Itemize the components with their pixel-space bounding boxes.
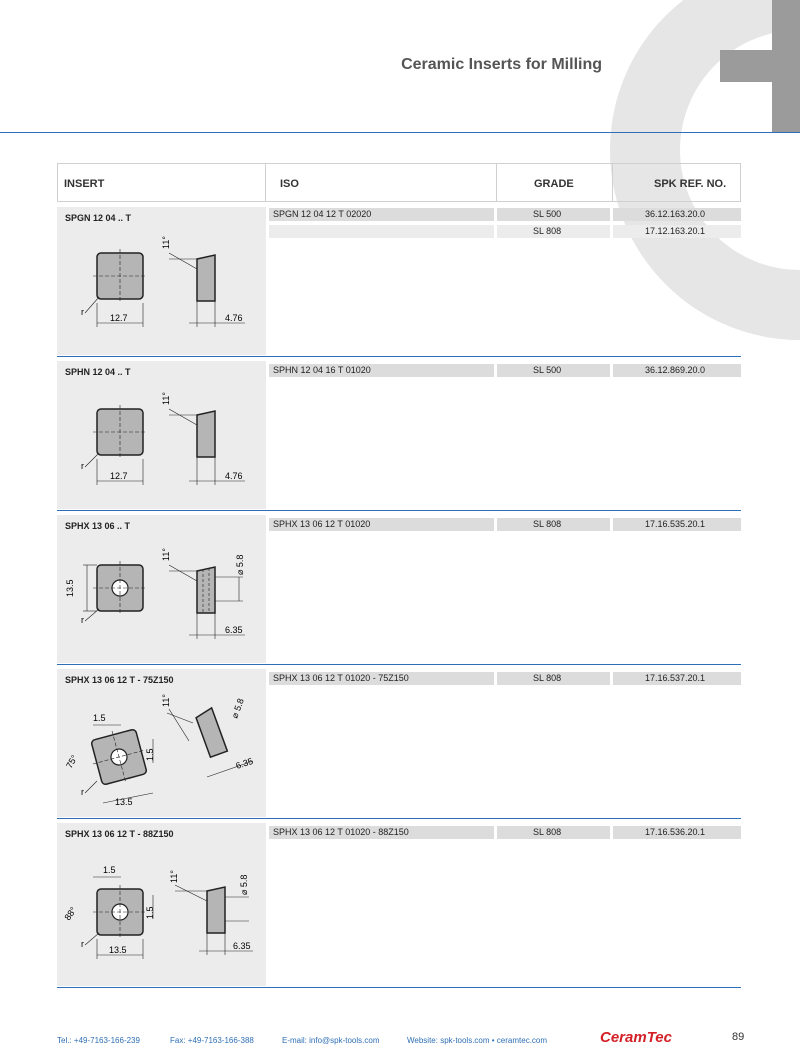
ref-cell: 17.12.163.20.1 xyxy=(613,225,741,238)
dim-radius: r xyxy=(81,615,84,625)
dim-angle: 11° xyxy=(161,392,171,405)
dim-corner-angle: 75° xyxy=(64,753,80,770)
dim-thickness: 4.76 xyxy=(225,313,243,323)
insert-name: SPHX 13 06 .. T xyxy=(65,521,131,531)
ref-cell: 17.16.537.20.1 xyxy=(613,672,741,685)
table-row xyxy=(269,363,741,376)
col-divider xyxy=(496,164,497,201)
col-insert: INSERT xyxy=(64,178,105,190)
dim-radius: r xyxy=(81,461,84,471)
col-divider xyxy=(612,164,613,201)
insert-drawing xyxy=(57,515,266,663)
insert-drawing-panel xyxy=(57,669,266,817)
footer-website[interactable]: Website: spk-tools.com • ceramtec.com xyxy=(407,1036,548,1045)
dim-width: 13.5 xyxy=(65,579,75,597)
table-row xyxy=(269,517,741,530)
dim-chamfer-2: 1.5 xyxy=(145,748,155,761)
insert-drawing xyxy=(57,669,266,817)
insert-name: SPHX 13 06 12 T - 75Z150 xyxy=(65,675,174,685)
grade-cell: SL 500 xyxy=(497,208,610,221)
ref-cell: 17.16.536.20.1 xyxy=(613,826,741,839)
insert-section xyxy=(57,821,741,988)
dim-thickness: 4.76 xyxy=(225,471,243,481)
insert-drawing-panel xyxy=(57,823,266,986)
dim-thickness: 6.35 xyxy=(225,625,243,635)
dim-hole: ⌀ 5.8 xyxy=(235,554,245,575)
col-iso: ISO xyxy=(280,178,299,190)
col-divider xyxy=(265,164,266,201)
iso-cell xyxy=(269,225,494,238)
ceramtec-logo: CeramTec xyxy=(600,1029,672,1046)
ref-cell: 17.16.535.20.1 xyxy=(613,518,741,531)
iso-cell: SPHX 13 06 12 T 01020 - 88Z150 xyxy=(269,826,494,839)
insert-name: SPHN 12 04 .. T xyxy=(65,367,131,377)
dim-chamfer-2: 1.5 xyxy=(145,906,155,919)
insert-drawing xyxy=(57,207,266,355)
dim-angle: 11° xyxy=(161,548,171,561)
table-row xyxy=(269,825,741,838)
page-number: 89 xyxy=(732,1031,745,1043)
table-row xyxy=(269,207,741,220)
insert-section xyxy=(57,205,741,357)
insert-name: SPGN 12 04 .. T xyxy=(65,213,132,223)
dim-hole: ⌀ 5.8 xyxy=(239,874,249,895)
insert-drawing xyxy=(57,361,266,509)
dim-chamfer: 1.5 xyxy=(93,713,106,723)
dim-width: 13.5 xyxy=(109,945,127,955)
dim-chamfer: 1.5 xyxy=(103,865,116,875)
dim-width: 12.7 xyxy=(110,313,128,323)
dim-width: 13.5 xyxy=(115,797,133,807)
iso-cell: SPGN 12 04 12 T 02020 xyxy=(269,208,494,221)
col-grade: GRADE xyxy=(534,178,574,190)
grade-cell: SL 500 xyxy=(497,364,610,377)
insert-drawing-panel xyxy=(57,361,266,509)
dim-angle: 11° xyxy=(161,236,171,249)
header-decor-vbar xyxy=(772,0,800,132)
dim-corner-angle: 88° xyxy=(62,905,79,923)
grade-cell: SL 808 xyxy=(497,672,610,685)
dim-radius: r xyxy=(81,307,84,317)
insert-drawing-panel xyxy=(57,515,266,663)
table-header xyxy=(57,163,741,202)
dim-radius: r xyxy=(81,787,84,797)
iso-cell: SPHX 13 06 12 T 01020 - 75Z150 xyxy=(269,672,494,685)
dim-width: 12.7 xyxy=(110,471,128,481)
insert-drawing-panel xyxy=(57,207,266,355)
dim-radius: r xyxy=(81,939,84,949)
iso-cell: SPHX 13 06 12 T 01020 xyxy=(269,518,494,531)
insert-name: SPHX 13 06 12 T - 88Z150 xyxy=(65,829,174,839)
dim-thickness: 6.35 xyxy=(233,941,251,951)
insert-section xyxy=(57,359,741,511)
grade-cell: SL 808 xyxy=(497,518,610,531)
ref-cell: 36.12.869.20.0 xyxy=(613,364,741,377)
grade-cell: SL 808 xyxy=(497,826,610,839)
insert-section xyxy=(57,513,741,665)
insert-drawing xyxy=(57,823,266,986)
page-title: Ceramic Inserts for Milling xyxy=(401,56,602,73)
iso-cell: SPHN 12 04 16 T 01020 xyxy=(269,364,494,377)
dim-thickness: 6.35 xyxy=(234,755,255,771)
col-ref: SPK REF. NO. xyxy=(654,178,727,190)
dim-angle: 11° xyxy=(161,694,171,707)
footer-tel: Tel.: +49-7163-166-239 xyxy=(57,1036,140,1045)
table-row xyxy=(269,224,741,237)
insert-section xyxy=(57,667,741,819)
header-rule xyxy=(0,132,800,133)
dim-angle: 11° xyxy=(169,870,179,883)
footer-fax: Fax: +49-7163-166-388 xyxy=(170,1036,254,1045)
table-row xyxy=(269,671,741,684)
grade-cell: SL 808 xyxy=(497,225,610,238)
ref-cell: 36.12.163.20.0 xyxy=(613,208,741,221)
dim-hole: ⌀ 5.8 xyxy=(229,697,246,720)
footer-email[interactable]: E-mail: info@spk-tools.com xyxy=(282,1036,380,1045)
